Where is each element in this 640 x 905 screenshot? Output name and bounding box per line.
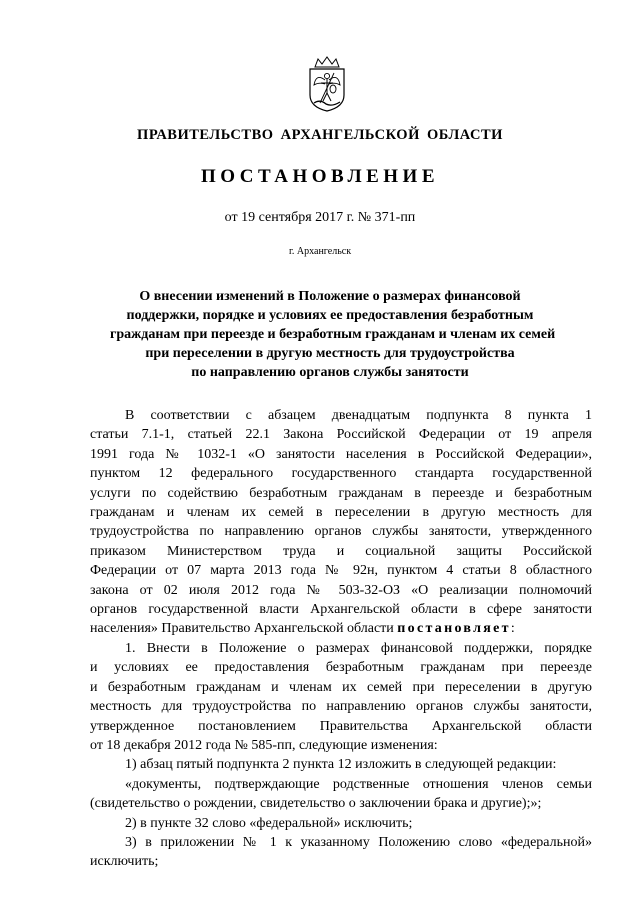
sub-item-line: исключить;	[90, 854, 159, 870]
preamble-line: статьи 7.1-1, статьей 22.1 Закона Российской Федерации от 19 апреля	[90, 427, 592, 443]
sub-item-line: 2) в пункте 32 слово «федеральной» исключить;	[125, 815, 413, 831]
preamble-tail: населения» Правительство Архангельской области	[90, 621, 394, 637]
sub-item-line: (свидетельство о рождении, свидетельство о заключении брака и другие);»;	[90, 796, 542, 812]
sub-item-line: «документы, подтверждающие родственные отношения членов семьи	[125, 776, 592, 792]
preamble-line: Федерации от 07 марта 2013 года № 92н, пунктом 4 статьи 8 областного	[90, 563, 592, 579]
item-line: 1. Внести в Положение о размерах финансовой поддержки, порядке	[125, 640, 592, 656]
title-line: по направлению органов службы занятости	[191, 365, 469, 380]
item-line: местность для трудоустройства по направлению органов службы занятости,	[90, 699, 592, 715]
item-line: утвержденное постановлением Правительства Архангельской области	[90, 718, 592, 734]
document-date-number: от 19 сентября 2017 г. № 371-пп	[224, 210, 416, 225]
resolves-colon: :	[510, 621, 515, 637]
sub-item-line: 3) в приложении № 1 к указанному Положению слово «федеральной»	[125, 834, 592, 850]
preamble-final-line	[90, 619, 592, 638]
item-line: от 18 декабря 2012 года № 585-пп, следующие изменения:	[90, 737, 438, 753]
preamble-line: органов государственной власти Архангельской области в сфере занятости	[90, 602, 592, 618]
preamble-line: 1991 года № 1032-1 «О занятости населения в Российской Федерации»,	[90, 446, 592, 462]
preamble-line: гражданам и членам их семей в переселении в другую местность для	[90, 505, 592, 521]
preamble-line: услуги по содействию безработным гражданам в переезде и безработным	[90, 485, 592, 501]
archangel-coat-of-arms-icon	[306, 55, 348, 113]
document-type-heading: ПОСТАНОВЛЕНИЕ	[200, 166, 440, 187]
item-line: и безработным гражданам и членам их семей при переселении в другую	[90, 679, 592, 695]
resolves-word: постановляет	[397, 621, 511, 637]
item-line: и условиях ее предоставления безработным гражданам при переезде	[90, 660, 592, 676]
preamble-line: трудоустройства по направлению органов службы занятости, утвержденного	[90, 524, 592, 540]
title-line: при переселении в другую местность для трудоустройства	[145, 346, 515, 361]
title-line: поддержки, порядке и условиях ее предоставления безработным	[126, 308, 534, 323]
document-body	[90, 406, 592, 872]
preamble-line: пунктом 12 федерального государственного стандарта государственной	[90, 466, 592, 482]
title-line: гражданам при переезде и безработным гражданам и членам их семей	[110, 327, 556, 342]
preamble-line: В соответствии с абзацем двенадцатым подпункта 8 пункта 1	[125, 408, 592, 423]
preamble-line: приказом Министерством труда и социальной защиты Российской	[90, 543, 592, 559]
document-title	[110, 287, 556, 382]
title-line: О внесении изменений в Положение о размерах финансовой	[139, 289, 521, 304]
document-city: г. Архангельск	[288, 246, 352, 257]
sub-item-line: 1) абзац пятый подпункта 2 пункта 12 изложить в следующей редакции:	[125, 757, 557, 773]
issuing-authority: ПРАВИТЕЛЬСТВО АРХАНГЕЛЬСКОЙ ОБЛАСТИ	[137, 127, 503, 143]
preamble-line: закона от 02 июля 2012 года № 503-32-ОЗ «О реализации полномочий	[90, 582, 592, 598]
